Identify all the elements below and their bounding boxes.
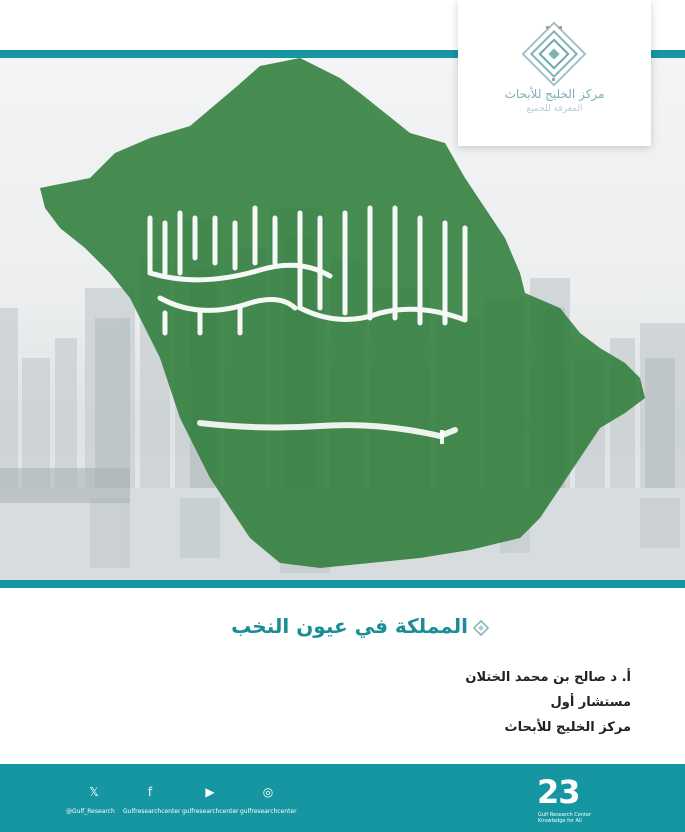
author-organization: مركز الخليج للأبحاث: [504, 720, 631, 735]
logo-tagline: المعرفة للجميع: [526, 104, 583, 114]
x-icon[interactable]: 𝕏: [89, 785, 99, 799]
author-block: [331, 665, 631, 740]
title-row: [0, 612, 685, 644]
footer-bar: [0, 764, 685, 832]
badge-line-1: Gulf Research Center: [538, 812, 592, 818]
document-title: المملكة في عيون النخب: [231, 614, 468, 638]
instagram-icon[interactable]: ◎: [262, 785, 274, 799]
logo-card: [458, 0, 651, 146]
logo-name: مركز الخليج للأبحاث: [504, 87, 605, 101]
x-handle[interactable]: @Gulf_Research: [66, 808, 115, 815]
facebook-icon[interactable]: f: [147, 785, 153, 799]
author-name: أ. د صالح بن محمد الختلان: [465, 670, 631, 685]
badge-line-2: Knowledge for All: [538, 818, 582, 824]
hero-bottom-bar: [0, 580, 685, 588]
facebook-handle[interactable]: Gulfresearchcenter: [123, 808, 181, 815]
gulf-research-center-logo-icon: [516, 18, 592, 86]
anniversary-badge-number: 23: [537, 773, 580, 811]
instagram-handle[interactable]: gulfresearchcenter: [240, 808, 297, 815]
author-position: مستشار أول: [550, 695, 631, 710]
youtube-handle[interactable]: gulfresearchcenter: [182, 808, 239, 815]
diamond-icon: [473, 620, 489, 636]
youtube-icon[interactable]: ▶: [205, 785, 215, 799]
anniversary-badge-text: [538, 812, 598, 824]
